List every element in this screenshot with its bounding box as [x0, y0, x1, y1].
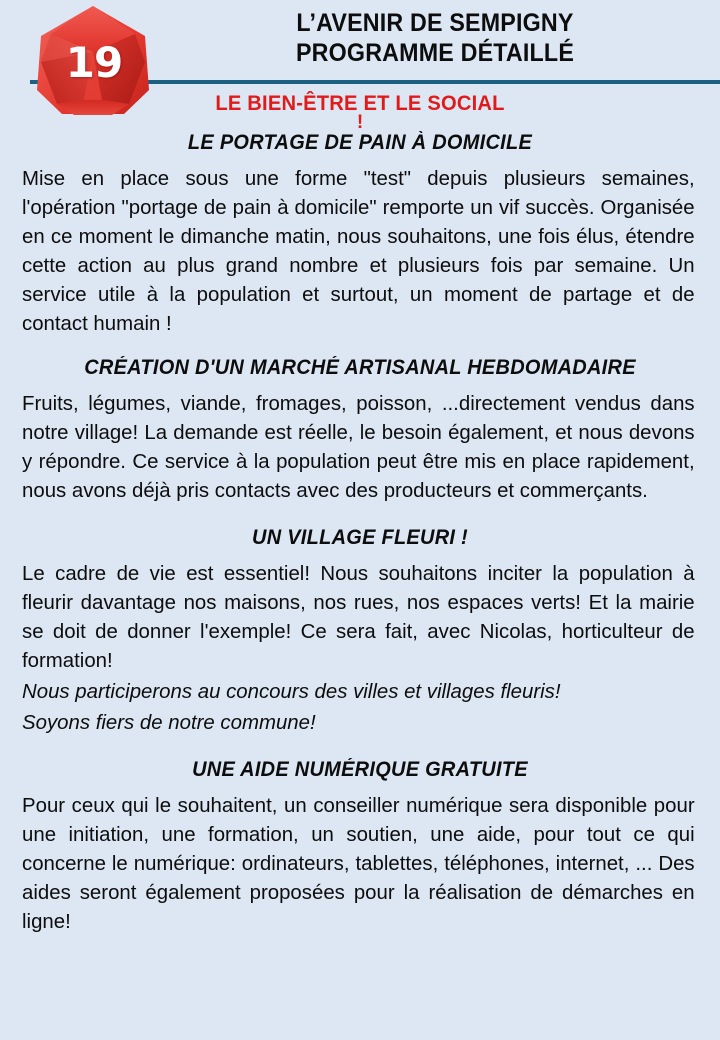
heading-aide-numerique: UNE AIDE NUMÉRIQUE GRATUITE	[192, 758, 528, 781]
section-red-title: LE BIEN-ÊTRE ET LE SOCIAL	[215, 92, 505, 115]
red-exclamation-mark: !	[356, 112, 364, 133]
heading-portage-de-pain: LE PORTAGE DE PAIN À DOMICILE	[187, 131, 533, 154]
page-content	[0, 92, 720, 936]
paragraph-marche-artisanal: Fruits, légumes, viande, fromages, poisson, ...directement vendus dans notre village! La demande est réelle, le besoin également, et nous devons y répondre. Ce service à la population peut être mis en place rapidement, nous avons déjà pris contacts avec des producteurs et commerçants.	[22, 392, 695, 502]
paragraph-village-fleuri: Le cadre de vie est essentiel! Nous souhaitons inciter la population à fleurir davantage nos maisons, nos rues, nos espaces verts! Et la mairie se doit de donner l'exemple! Ce sera fait, avec Nicolas, horticulteur de formation!	[22, 562, 695, 672]
page-title-line-1: L’AVENIR DE SEMPIGNY	[296, 9, 574, 37]
paragraph-portage-de-pain: Mise en place sous une forme "test" depuis plusieurs semaines, l'opération "portage de pain à domicile" remporte un vif succès. Organisée en ce moment le dimanche matin, nous souhaitons, une fois élus, étendre cette action au plus grand nombre et plusieurs fois par semaine. Un service utile à la population et surtout, un moment de partage et de contact humain !	[22, 167, 695, 335]
paragraph-village-fleuri-italic-1: Nous participerons au concours des villes et villages fleuris!	[22, 680, 561, 703]
heading-village-fleuri: UN VILLAGE FLEURI !	[251, 526, 468, 549]
badge-logo	[32, 4, 154, 120]
page-header	[0, 0, 720, 92]
paragraph-village-fleuri-italic-2: Soyons fiers de notre commune!	[22, 711, 316, 734]
heading-marche-artisanal: CRÉATION D'UN MARCHÉ ARTISANAL HEBDOMADAIRE	[84, 356, 636, 379]
page-title	[170, 8, 700, 68]
paragraph-aide-numerique: Pour ceux qui le souhaitent, un conseiller numérique sera disponible pour une initiation, une formation, un soutien, une aide, pour tout ce qui concerne le numérique: ordinateurs, tablettes, téléphones, internet, ... Des aides seront également proposées pour la réalisation de démarches en ligne!	[22, 794, 695, 933]
page-title-line-2: PROGRAMME DÉTAILLÉ	[295, 39, 575, 67]
badge-number: 19	[65, 37, 123, 87]
